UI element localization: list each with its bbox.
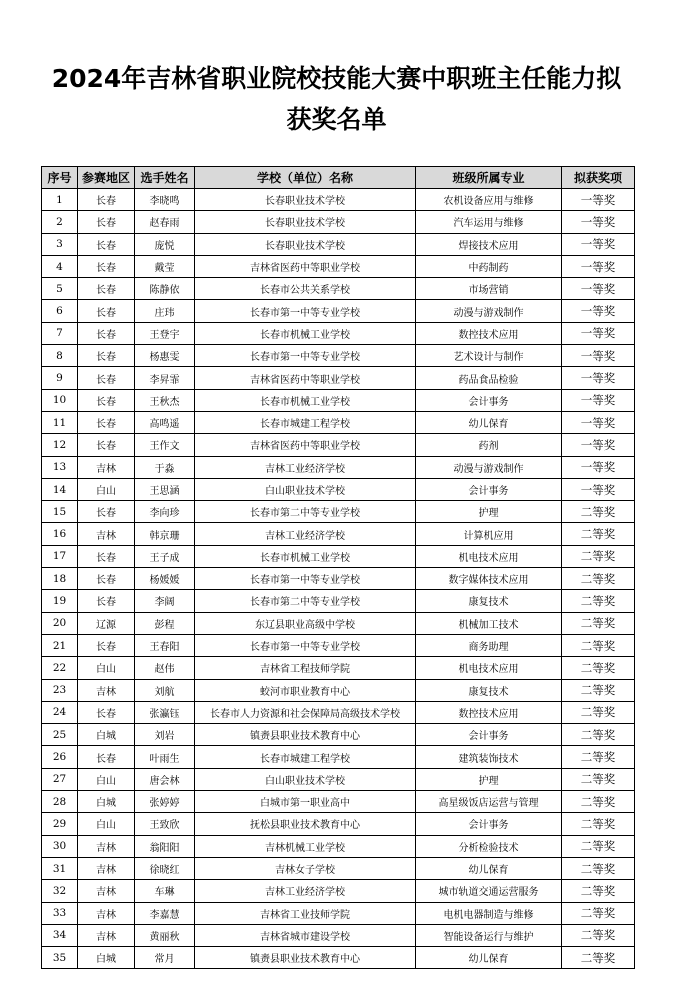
cell-major: 数字媒体技术应用 xyxy=(416,568,562,590)
cell-region: 吉林 xyxy=(78,880,135,902)
cell-award: 二等奖 xyxy=(562,947,635,969)
cell-major: 机电技术应用 xyxy=(416,657,562,679)
cell-major: 机械加工技术 xyxy=(416,612,562,634)
cell-school: 吉林省工程技师学院 xyxy=(195,657,416,679)
cell-school: 长春职业技术学校 xyxy=(195,189,416,211)
cell-no: 13 xyxy=(42,456,78,478)
cell-no: 30 xyxy=(42,835,78,857)
cell-name: 王登宇 xyxy=(135,322,195,344)
cell-award: 二等奖 xyxy=(562,768,635,790)
cell-name: 翁阳阳 xyxy=(135,835,195,857)
cell-school: 长春市公共关系学校 xyxy=(195,278,416,300)
cell-no: 5 xyxy=(42,278,78,300)
table-row xyxy=(42,634,635,656)
cell-no: 28 xyxy=(42,791,78,813)
cell-region: 长春 xyxy=(78,278,135,300)
cell-region: 白城 xyxy=(78,724,135,746)
cell-award: 一等奖 xyxy=(562,300,635,322)
cell-major: 药剂 xyxy=(416,434,562,456)
cell-award: 一等奖 xyxy=(562,211,635,233)
cell-award: 二等奖 xyxy=(562,590,635,612)
cell-school: 长春市人力资源和社会保障局高级技术学校 xyxy=(195,701,416,723)
cell-major: 会计事务 xyxy=(416,724,562,746)
cell-name: 车琳 xyxy=(135,880,195,902)
cell-no: 22 xyxy=(42,657,78,679)
table-row xyxy=(42,902,635,924)
cell-school: 长春市第一中等专业学校 xyxy=(195,568,416,590)
cell-name: 李阔 xyxy=(135,590,195,612)
cell-region: 吉林 xyxy=(78,857,135,879)
cell-school: 吉林女子学校 xyxy=(195,857,416,879)
table-row xyxy=(42,278,635,300)
cell-major: 电机电器制造与维修 xyxy=(416,902,562,924)
cell-no: 26 xyxy=(42,746,78,768)
table-row xyxy=(42,501,635,523)
cell-region: 吉林 xyxy=(78,523,135,545)
cell-school: 长春市机械工业学校 xyxy=(195,322,416,344)
cell-name: 陈静依 xyxy=(135,278,195,300)
cell-school: 长春市第二中等专业学校 xyxy=(195,590,416,612)
cell-name: 王思涵 xyxy=(135,478,195,500)
cell-name: 彭程 xyxy=(135,612,195,634)
cell-region: 吉林 xyxy=(78,835,135,857)
document-title-line2: 获奖名单 xyxy=(286,105,387,134)
cell-major: 分析检验技术 xyxy=(416,835,562,857)
cell-region: 长春 xyxy=(78,255,135,277)
cell-school: 长春市城建工程学校 xyxy=(195,746,416,768)
cell-award: 二等奖 xyxy=(562,924,635,946)
cell-no: 16 xyxy=(42,523,78,545)
cell-name: 刘岩 xyxy=(135,724,195,746)
cell-no: 33 xyxy=(42,902,78,924)
cell-name: 戴莹 xyxy=(135,255,195,277)
cell-award: 二等奖 xyxy=(562,545,635,567)
cell-school: 镇赉县职业技术教育中心 xyxy=(195,724,416,746)
cell-name: 李向珍 xyxy=(135,501,195,523)
cell-no: 21 xyxy=(42,634,78,656)
cell-major: 焊接技术应用 xyxy=(416,233,562,255)
cell-region: 长春 xyxy=(78,568,135,590)
cell-no: 25 xyxy=(42,724,78,746)
cell-region: 长春 xyxy=(78,501,135,523)
cell-major: 建筑装饰技术 xyxy=(416,746,562,768)
cell-region: 吉林 xyxy=(78,902,135,924)
cell-region: 长春 xyxy=(78,189,135,211)
cell-no: 31 xyxy=(42,857,78,879)
cell-name: 王作文 xyxy=(135,434,195,456)
table-row xyxy=(42,791,635,813)
cell-no: 20 xyxy=(42,612,78,634)
header-name: 选手姓名 xyxy=(135,167,195,189)
cell-award: 一等奖 xyxy=(562,367,635,389)
header-no: 序号 xyxy=(42,167,78,189)
cell-no: 12 xyxy=(42,434,78,456)
cell-school: 吉林机械工业学校 xyxy=(195,835,416,857)
cell-region: 长春 xyxy=(78,389,135,411)
cell-region: 长春 xyxy=(78,634,135,656)
cell-name: 李晓鸣 xyxy=(135,189,195,211)
cell-name: 庞悦 xyxy=(135,233,195,255)
award-list-table xyxy=(41,166,635,969)
cell-major: 幼儿保育 xyxy=(416,947,562,969)
cell-name: 庄玮 xyxy=(135,300,195,322)
cell-major: 数控技术应用 xyxy=(416,322,562,344)
header-major: 班级所属专业 xyxy=(416,167,562,189)
cell-region: 长春 xyxy=(78,300,135,322)
cell-school: 吉林省医药中等职业学校 xyxy=(195,367,416,389)
table-row xyxy=(42,345,635,367)
cell-no: 1 xyxy=(42,189,78,211)
cell-award: 二等奖 xyxy=(562,857,635,879)
cell-region: 长春 xyxy=(78,367,135,389)
table-row xyxy=(42,679,635,701)
table-row xyxy=(42,322,635,344)
table-row xyxy=(42,947,635,969)
cell-no: 24 xyxy=(42,701,78,723)
table-row xyxy=(42,768,635,790)
cell-school: 长春市机械工业学校 xyxy=(195,389,416,411)
cell-award: 二等奖 xyxy=(562,568,635,590)
cell-major: 动漫与游戏制作 xyxy=(416,300,562,322)
cell-no: 14 xyxy=(42,478,78,500)
cell-award: 二等奖 xyxy=(562,679,635,701)
cell-major: 幼儿保育 xyxy=(416,411,562,433)
cell-no: 10 xyxy=(42,389,78,411)
cell-name: 张瀛钰 xyxy=(135,701,195,723)
cell-no: 32 xyxy=(42,880,78,902)
table-row xyxy=(42,924,635,946)
cell-award: 二等奖 xyxy=(562,724,635,746)
cell-major: 农机设备应用与维修 xyxy=(416,189,562,211)
cell-no: 11 xyxy=(42,411,78,433)
cell-region: 吉林 xyxy=(78,924,135,946)
cell-major: 护理 xyxy=(416,768,562,790)
cell-award: 一等奖 xyxy=(562,233,635,255)
cell-award: 二等奖 xyxy=(562,902,635,924)
cell-major: 会计事务 xyxy=(416,389,562,411)
table-row xyxy=(42,478,635,500)
cell-award: 二等奖 xyxy=(562,813,635,835)
cell-award: 一等奖 xyxy=(562,255,635,277)
cell-school: 吉林工业经济学校 xyxy=(195,456,416,478)
cell-major: 机电技术应用 xyxy=(416,545,562,567)
cell-no: 3 xyxy=(42,233,78,255)
cell-region: 长春 xyxy=(78,411,135,433)
table-row xyxy=(42,880,635,902)
cell-school: 吉林省医药中等职业学校 xyxy=(195,434,416,456)
cell-no: 6 xyxy=(42,300,78,322)
cell-name: 叶雨生 xyxy=(135,746,195,768)
cell-region: 白山 xyxy=(78,768,135,790)
cell-award: 一等奖 xyxy=(562,434,635,456)
table-row xyxy=(42,389,635,411)
cell-name: 赵春雨 xyxy=(135,211,195,233)
cell-no: 29 xyxy=(42,813,78,835)
cell-major: 计算机应用 xyxy=(416,523,562,545)
cell-major: 会计事务 xyxy=(416,478,562,500)
cell-no: 19 xyxy=(42,590,78,612)
cell-region: 白山 xyxy=(78,478,135,500)
cell-award: 一等奖 xyxy=(562,322,635,344)
cell-school: 长春市机械工业学校 xyxy=(195,545,416,567)
cell-region: 长春 xyxy=(78,590,135,612)
cell-no: 2 xyxy=(42,211,78,233)
cell-major: 数控技术应用 xyxy=(416,701,562,723)
cell-school: 白山职业技术学校 xyxy=(195,768,416,790)
cell-award: 二等奖 xyxy=(562,746,635,768)
cell-no: 17 xyxy=(42,545,78,567)
table-row xyxy=(42,255,635,277)
table-row xyxy=(42,835,635,857)
cell-major: 康复技术 xyxy=(416,590,562,612)
cell-region: 长春 xyxy=(78,434,135,456)
cell-region: 长春 xyxy=(78,701,135,723)
cell-school: 镇赉县职业技术教育中心 xyxy=(195,947,416,969)
cell-major: 艺术设计与制作 xyxy=(416,345,562,367)
cell-name: 徐晓红 xyxy=(135,857,195,879)
cell-region: 长春 xyxy=(78,345,135,367)
cell-award: 一等奖 xyxy=(562,278,635,300)
cell-name: 王子成 xyxy=(135,545,195,567)
cell-no: 23 xyxy=(42,679,78,701)
cell-name: 刘航 xyxy=(135,679,195,701)
cell-school: 长春市第一中等专业学校 xyxy=(195,634,416,656)
cell-school: 吉林省城市建设学校 xyxy=(195,924,416,946)
cell-school: 吉林工业经济学校 xyxy=(195,880,416,902)
cell-award: 二等奖 xyxy=(562,612,635,634)
cell-region: 吉林 xyxy=(78,456,135,478)
cell-school: 长春市第一中等专业学校 xyxy=(195,300,416,322)
cell-school: 吉林省工业技师学院 xyxy=(195,902,416,924)
header-award: 拟获奖项 xyxy=(562,167,635,189)
cell-award: 一等奖 xyxy=(562,345,635,367)
cell-school: 长春市第二中等专业学校 xyxy=(195,501,416,523)
cell-name: 王秋杰 xyxy=(135,389,195,411)
cell-name: 高鸣遥 xyxy=(135,411,195,433)
cell-no: 8 xyxy=(42,345,78,367)
table-row xyxy=(42,612,635,634)
cell-award: 二等奖 xyxy=(562,880,635,902)
cell-major: 商务助理 xyxy=(416,634,562,656)
cell-name: 王致欣 xyxy=(135,813,195,835)
cell-no: 15 xyxy=(42,501,78,523)
cell-region: 长春 xyxy=(78,545,135,567)
cell-major: 动漫与游戏制作 xyxy=(416,456,562,478)
header-school: 学校（单位）名称 xyxy=(195,167,416,189)
cell-name: 李嘉慧 xyxy=(135,902,195,924)
cell-award: 二等奖 xyxy=(562,701,635,723)
cell-region: 长春 xyxy=(78,322,135,344)
cell-no: 7 xyxy=(42,322,78,344)
cell-award: 二等奖 xyxy=(562,657,635,679)
table-body xyxy=(42,189,635,969)
cell-name: 杨媛媛 xyxy=(135,568,195,590)
cell-school: 吉林省医药中等职业学校 xyxy=(195,255,416,277)
cell-school: 白山职业技术学校 xyxy=(195,478,416,500)
cell-region: 白城 xyxy=(78,947,135,969)
cell-no: 18 xyxy=(42,568,78,590)
cell-award: 二等奖 xyxy=(562,523,635,545)
cell-major: 高星级饭店运营与管理 xyxy=(416,791,562,813)
cell-school: 白城市第一职业高中 xyxy=(195,791,416,813)
cell-region: 辽源 xyxy=(78,612,135,634)
table-row xyxy=(42,746,635,768)
cell-name: 韩京珊 xyxy=(135,523,195,545)
cell-no: 9 xyxy=(42,367,78,389)
cell-school: 吉林工业经济学校 xyxy=(195,523,416,545)
cell-award: 二等奖 xyxy=(562,835,635,857)
cell-major: 汽车运用与维修 xyxy=(416,211,562,233)
table-row xyxy=(42,523,635,545)
cell-award: 一等奖 xyxy=(562,189,635,211)
header-region: 参赛地区 xyxy=(78,167,135,189)
cell-award: 一等奖 xyxy=(562,411,635,433)
cell-major: 中药制药 xyxy=(416,255,562,277)
cell-major: 会计事务 xyxy=(416,813,562,835)
table-row xyxy=(42,568,635,590)
cell-region: 白山 xyxy=(78,813,135,835)
table-row xyxy=(42,545,635,567)
cell-school: 抚松县职业技术教育中心 xyxy=(195,813,416,835)
cell-region: 吉林 xyxy=(78,679,135,701)
cell-no: 35 xyxy=(42,947,78,969)
table-row xyxy=(42,724,635,746)
cell-award: 一等奖 xyxy=(562,478,635,500)
cell-major: 市场营销 xyxy=(416,278,562,300)
table-row xyxy=(42,189,635,211)
cell-school: 长春市第一中等专业学校 xyxy=(195,345,416,367)
table-row xyxy=(42,857,635,879)
cell-school: 东辽县职业高级中学校 xyxy=(195,612,416,634)
document-title-line1: 2024年吉林省职业院校技能大赛中职班主任能力拟 xyxy=(51,64,622,93)
cell-award: 一等奖 xyxy=(562,389,635,411)
cell-region: 长春 xyxy=(78,233,135,255)
table-row xyxy=(42,300,635,322)
cell-region: 白城 xyxy=(78,791,135,813)
cell-major: 城市轨道交通运营服务 xyxy=(416,880,562,902)
table-row xyxy=(42,813,635,835)
cell-major: 药品食品检验 xyxy=(416,367,562,389)
cell-major: 幼儿保育 xyxy=(416,857,562,879)
cell-no: 27 xyxy=(42,768,78,790)
cell-major: 康复技术 xyxy=(416,679,562,701)
cell-region: 长春 xyxy=(78,746,135,768)
cell-award: 二等奖 xyxy=(562,791,635,813)
cell-name: 王春阳 xyxy=(135,634,195,656)
cell-award: 一等奖 xyxy=(562,456,635,478)
table-header-row xyxy=(42,167,635,189)
cell-name: 唐会林 xyxy=(135,768,195,790)
table-row xyxy=(42,590,635,612)
cell-school: 长春市城建工程学校 xyxy=(195,411,416,433)
table-row xyxy=(42,657,635,679)
cell-name: 杨惠雯 xyxy=(135,345,195,367)
table-row xyxy=(42,411,635,433)
cell-school: 长春职业技术学校 xyxy=(195,211,416,233)
cell-award: 二等奖 xyxy=(562,501,635,523)
cell-name: 张婷婷 xyxy=(135,791,195,813)
cell-name: 常月 xyxy=(135,947,195,969)
cell-major: 护理 xyxy=(416,501,562,523)
table-row xyxy=(42,434,635,456)
table-row xyxy=(42,211,635,233)
cell-no: 4 xyxy=(42,255,78,277)
cell-school: 蛟河市职业教育中心 xyxy=(195,679,416,701)
cell-name: 李昇霏 xyxy=(135,367,195,389)
cell-major: 智能设备运行与维护 xyxy=(416,924,562,946)
cell-school: 长春职业技术学校 xyxy=(195,233,416,255)
table-row xyxy=(42,233,635,255)
table-row xyxy=(42,456,635,478)
table-row xyxy=(42,367,635,389)
table-row xyxy=(42,701,635,723)
cell-name: 于淼 xyxy=(135,456,195,478)
cell-region: 长春 xyxy=(78,211,135,233)
cell-award: 二等奖 xyxy=(562,634,635,656)
cell-name: 黄丽秋 xyxy=(135,924,195,946)
cell-no: 34 xyxy=(42,924,78,946)
cell-name: 赵伟 xyxy=(135,657,195,679)
cell-region: 白山 xyxy=(78,657,135,679)
